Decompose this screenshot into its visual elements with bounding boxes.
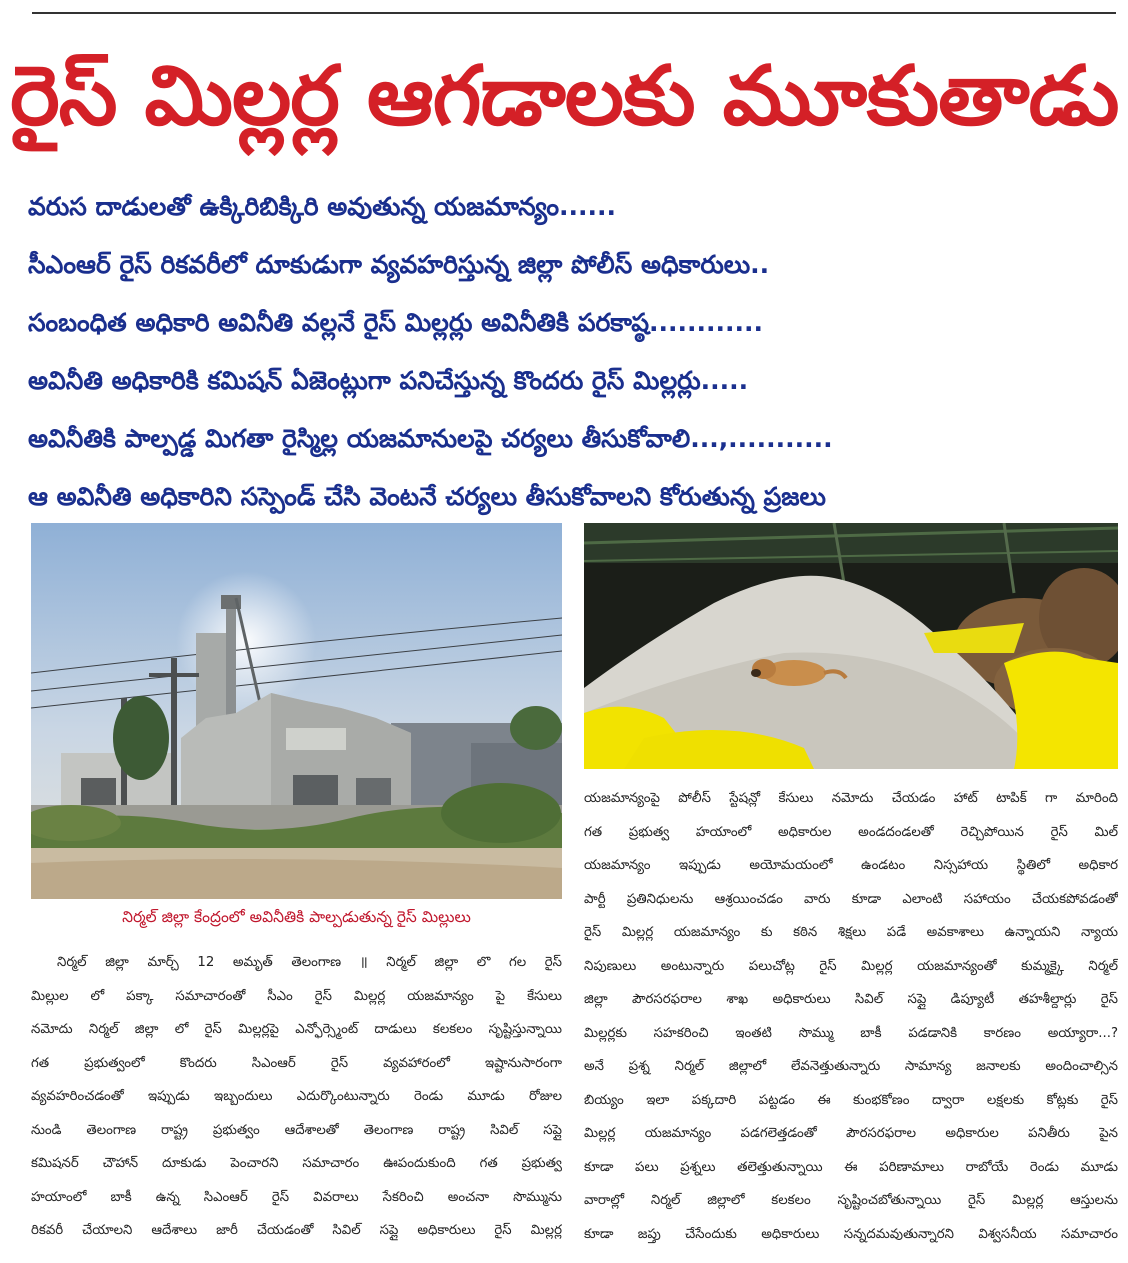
article-line: బియ్యం ఇలా పక్కదారి పట్టడం ఈ కుంభకోణం ద్వారా లక్షలకు కోట్లకు రైస్ — [584, 1092, 1118, 1108]
article-line: రైస్ మిల్లర్ల యజమాన్యం కు కఠిన శిక్షలు పడే అవకాశాలు ఉన్నాయని న్యాయ — [584, 925, 1118, 940]
article-line: జిల్లా పౌరసరఫరాల శాఖ అధికారులు సివిల్ సప్లై డిప్యూటీ తహశీల్దార్లు రైస్ — [584, 992, 1118, 1007]
article-line: పార్టీ ప్రతినిధులను ఆశ్రయించడం వారు కూడా ఎలాంటి సహాయం చేయకపోవడంతో — [584, 891, 1118, 907]
rice-mill-building-photo — [31, 523, 562, 899]
top-rule — [32, 12, 1116, 14]
subheadline: అవినీతికి పాల్పడ్డ మిగతా రైస్మిల్ల యజమానులపై చర్యలు తీసుకోవాలి...,........... — [28, 424, 833, 453]
headline — [0, 22, 1128, 162]
article-line: నమోదు నిర్మల్ జిల్లా లో రైస్ మిల్లర్లపై ఎన్ఫోర్స్మెంట్ దాడులు కలకలం సృష్టిస్తున్నాయి — [31, 1022, 562, 1037]
article-line: వారాల్లో నిర్మల్ జిల్లాలో కలకలం సృష్టించబోతున్నాయి రైస్ మిల్లర్ల ఆస్తులను — [584, 1193, 1118, 1208]
article-line: నిర్మల్ జిల్లా మార్చ్ 12 అమృత్ తెలంగాణ ॥ నిర్మల్ జిల్లా లొ గల రైస్ — [57, 955, 562, 970]
article-line: నుండి తెలంగాణ రాష్ట్ర ప్రభుత్వం ఆదేశాలతో తెలంగాణ రాష్ట్ర సివిల్ సప్లై — [31, 1122, 562, 1138]
subheadline: అవినీతి అధికారికి కమిషన్ ఏజెంట్లుగా పనిచేస్తున్న కొందరు రైస్ మిల్లర్లు..... — [28, 366, 749, 395]
article-line: యజమాన్యంపై పోలీస్ స్టేషన్లో కేసులు నమోదు చేయడం హాట్ టాపిక్ గా మారింది — [584, 791, 1118, 806]
article-line: కూడా పలు ప్రశ్నలు తలెత్తుతున్నాయి ఈ పరిణామాలు రాబోయే రెండు మూడు — [584, 1159, 1118, 1175]
subheadline: సీఎంఆర్ రైస్ రికవరీలో దూకుడుగా వ్యవహరిస్తున్న జిల్లా పోలీస్ అధికారులు.. — [28, 250, 770, 279]
subheadline: వరుస దాడులతో ఉక్కిరిబిక్కిరి అవుతున్న యజమాన్యం...... — [28, 192, 616, 221]
photo-caption: నిర్మల్ జిల్లా కేంద్రంలో అవినీతికి పాల్పడుతున్న రైస్ మిల్లులు — [122, 908, 471, 926]
article-line: కూడా జప్తు చేసేందుకు అధికారులు సన్నదమవుతున్నారని విశ్వసనీయ సమాచారం — [584, 1226, 1118, 1242]
top-strip-cut-off — [0, 0, 1128, 14]
article-line: గత ప్రభుత్వంలో కొందరు సిఎంఆర్ రైస్ వ్యవహారంలో ఇష్టానుసారంగా — [31, 1055, 562, 1071]
article-line: నిపుణులు అంటున్నారు పలుచోట్ల రైస్ మిల్లర్ల యజమాన్యంతో కుమ్మక్కై నిర్మల్ — [584, 958, 1118, 974]
article-line: మిల్లుల లో పక్కా సమాచారంతో సీఎం రైస్ మిల్లర్ల యజమాన్యం పై కేసులు — [31, 988, 562, 1004]
article-line: మిల్లర్లకు సహకరించి ఇంతటి సొమ్ము బాకీ పడడానికి కారణం అయ్యారా...? — [584, 1025, 1118, 1041]
article-line: వ్యవహరించడంతో ఇప్పుడు ఇబ్బందులు ఎదుర్కొంటున్నారు రెండు మూడు రోజుల — [31, 1089, 562, 1104]
subheadline: సంబంధిత అధికారి అవినీతి వల్లనే రైస్ మిల్లర్లు అవినీతికి పరకాష్ఠ............ — [28, 308, 763, 337]
subheadline: ఆ అవినీతి అధికారిని సస్పెండ్ చేసి వెంటనే చర్యలు తీసుకోవాలని కోరుతున్న ప్రజలు — [28, 482, 826, 511]
article-column-left — [31, 946, 562, 1248]
article-line: హయాంలో బాకీ ఉన్న సిఎంఆర్ రైస్ వివరాలు సేకరించి అంచనా సొమ్మును — [31, 1189, 562, 1205]
article-line: మిల్లర్ల యజమాన్యం పడగలెత్తడంతో పౌరసరఫరాల అధికారుల పనితీరు పైన — [584, 1126, 1118, 1141]
article-line: రికవరీ చేయాలని ఆదేశాలు జారీ చేయడంతో సివిల్ సప్లై అధికారులు రైస్ మిల్లర్ల — [31, 1223, 562, 1238]
article-line: యజమాన్యం ఇప్పుడు అయోమయంలో ఉండటం నిస్సహాయ స్థితిలో అధికార — [584, 858, 1118, 873]
headline-text: రైస్ మిల్లర్ల ఆగడాలకు మూకుతాడు — [9, 49, 1119, 144]
article-line: అనే ప్రశ్న నిర్మల్ జిల్లాలో లేవనెత్తుతున్నారు సామాన్య జనాలకు అందించాల్సిన — [584, 1059, 1118, 1074]
subheadline-list — [28, 178, 1118, 526]
rice-heap-photo — [584, 523, 1118, 769]
article-line: కమిషనర్ చౌహాన్ దూకుడు పెంచారని సమాచారం ఊపందుకుంది గత ప్రభుత్వ — [31, 1156, 562, 1171]
article-column-right — [584, 782, 1118, 1251]
article-line: గత ప్రభుత్వ హయాంలో అధికారుల అండదండలతో రెచ్చిపోయిన రైస్ మిల్ — [584, 824, 1118, 840]
